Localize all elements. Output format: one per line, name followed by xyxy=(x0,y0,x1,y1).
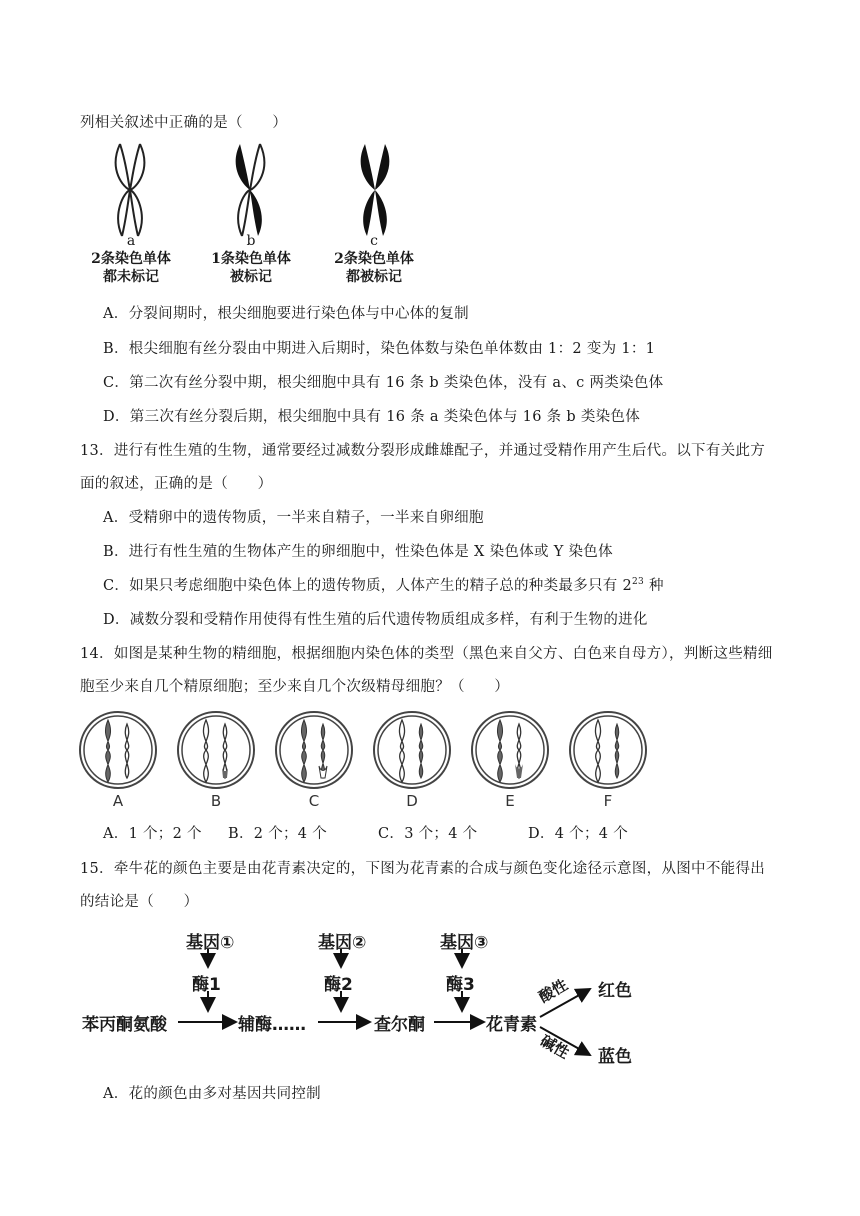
enzyme-3-label: 酶3 xyxy=(446,975,475,995)
gene-3-label: 基因③ xyxy=(440,933,489,953)
q14-option-c: C．3 个；4 个 xyxy=(378,826,478,842)
cell-label-b: B xyxy=(210,792,222,810)
chromosome-drawings xyxy=(85,140,425,240)
cell-a-icon xyxy=(80,712,156,788)
q12-option-d: D．第三次有丝分裂后期，根尖细胞中具有 16 条 a 类染色体与 16 条 b 类染色体 xyxy=(103,409,641,425)
cell-label-d: D xyxy=(406,792,418,810)
sperm-cell-drawings xyxy=(78,710,648,794)
q15-stem-line1: 15．牵牛花的颜色主要是由花青素决定的，下图为花青素的合成与颜色变化途径示意图，从图中不能得出 xyxy=(80,861,766,877)
cell-label-c: C xyxy=(308,792,320,810)
color-blue: 蓝色 xyxy=(598,1047,632,1067)
chromosome-a-caption: a 2条染色单体 都未标记 xyxy=(91,233,171,285)
cell-label-a: A xyxy=(112,792,124,810)
q12-stem: 列相关叙述中正确的是（ ） xyxy=(80,115,288,131)
enzyme-2-label: 酶2 xyxy=(324,975,353,995)
q14-option-b: B．2 个；4 个 xyxy=(228,826,328,842)
condition-basic: 碱性 xyxy=(537,1031,573,1063)
q14-stem-line2: 胞至少来自几个精原细胞；至少来自几个次级精母细胞？（ ） xyxy=(80,679,510,695)
q15-stem-line2: 的结论是（ ） xyxy=(80,894,199,910)
cell-e-icon xyxy=(472,712,548,788)
condition-acidic: 酸性 xyxy=(535,975,571,1007)
cell-label-f: F xyxy=(603,792,613,810)
gene-1-label: 基因① xyxy=(186,933,235,953)
chromosome-c-icon xyxy=(361,144,390,236)
substance-anthocyanin: 花青素 xyxy=(486,1015,537,1035)
chromosome-b-caption: b 1条染色单体 被标记 xyxy=(211,233,291,285)
chromosome-b-icon xyxy=(236,144,265,236)
q14-option-a: A．1 个；2 个 xyxy=(103,826,202,842)
q13-stem-line1: 13．进行有性生殖的生物，通常要经过减数分裂形成雌雄配子，并通过受精作用产生后代。以下有关此方 xyxy=(80,443,766,459)
q13-stem-line2: 面的叙述，正确的是（ ） xyxy=(80,476,273,492)
color-red: 红色 xyxy=(598,981,632,1001)
q12-option-a: A．分裂间期时，根尖细胞要进行染色体与中心体的复制 xyxy=(103,306,469,322)
q14-option-d: D．4 个；4 个 xyxy=(528,826,628,842)
cell-d-icon xyxy=(374,712,450,788)
cell-f-icon xyxy=(570,712,646,788)
substance-chalcone: 查尔酮 xyxy=(374,1015,425,1035)
cell-b-icon xyxy=(178,712,254,788)
q15-option-a: A．花的颜色由多对基因共同控制 xyxy=(103,1086,321,1102)
q13-option-c: C．如果只考虑细胞中染色体上的遗传物质，人体产生的精子总的种类最多只有 $2^{23}$ 种 xyxy=(103,577,664,594)
cell-c-icon xyxy=(276,712,352,788)
gene-2-label: 基因② xyxy=(318,933,367,953)
substance-phenylalanine: 苯丙酮氨酸 xyxy=(82,1015,167,1035)
cell-label-e: E xyxy=(505,792,515,810)
chromosome-a-icon xyxy=(116,144,145,236)
q13-option-b: B．进行有性生殖的生物体产生的卵细胞中，性染色体是 X 染色体或 Y 染色体 xyxy=(103,544,613,560)
q13-option-d: D．减数分裂和受精作用使得有性生殖的后代遗传物质组成多样，有利于生物的进化 xyxy=(103,612,648,628)
q12-option-c: C．第二次有丝分裂中期，根尖细胞中具有 16 条 b 类染色体，没有 a、c 两类染色体 xyxy=(103,375,664,391)
chromosome-c-caption: c 2条染色单体 都被标记 xyxy=(334,233,414,285)
enzyme-1-label: 酶1 xyxy=(192,975,221,995)
substance-coenzyme: 辅酶…… xyxy=(238,1015,306,1035)
q12-option-b: B．根尖细胞有丝分裂由中期进入后期时，染色体数与染色单体数由 1：2 变为 1：1 xyxy=(103,341,656,357)
q13-option-a: A．受精卵中的遗传物质，一半来自精子，一半来自卵细胞 xyxy=(103,510,484,526)
q14-stem-line1: 14．如图是某种生物的精细胞，根据细胞内染色体的类型（黑色来自父方、白色来自母方），判断这些精细 xyxy=(80,646,773,662)
